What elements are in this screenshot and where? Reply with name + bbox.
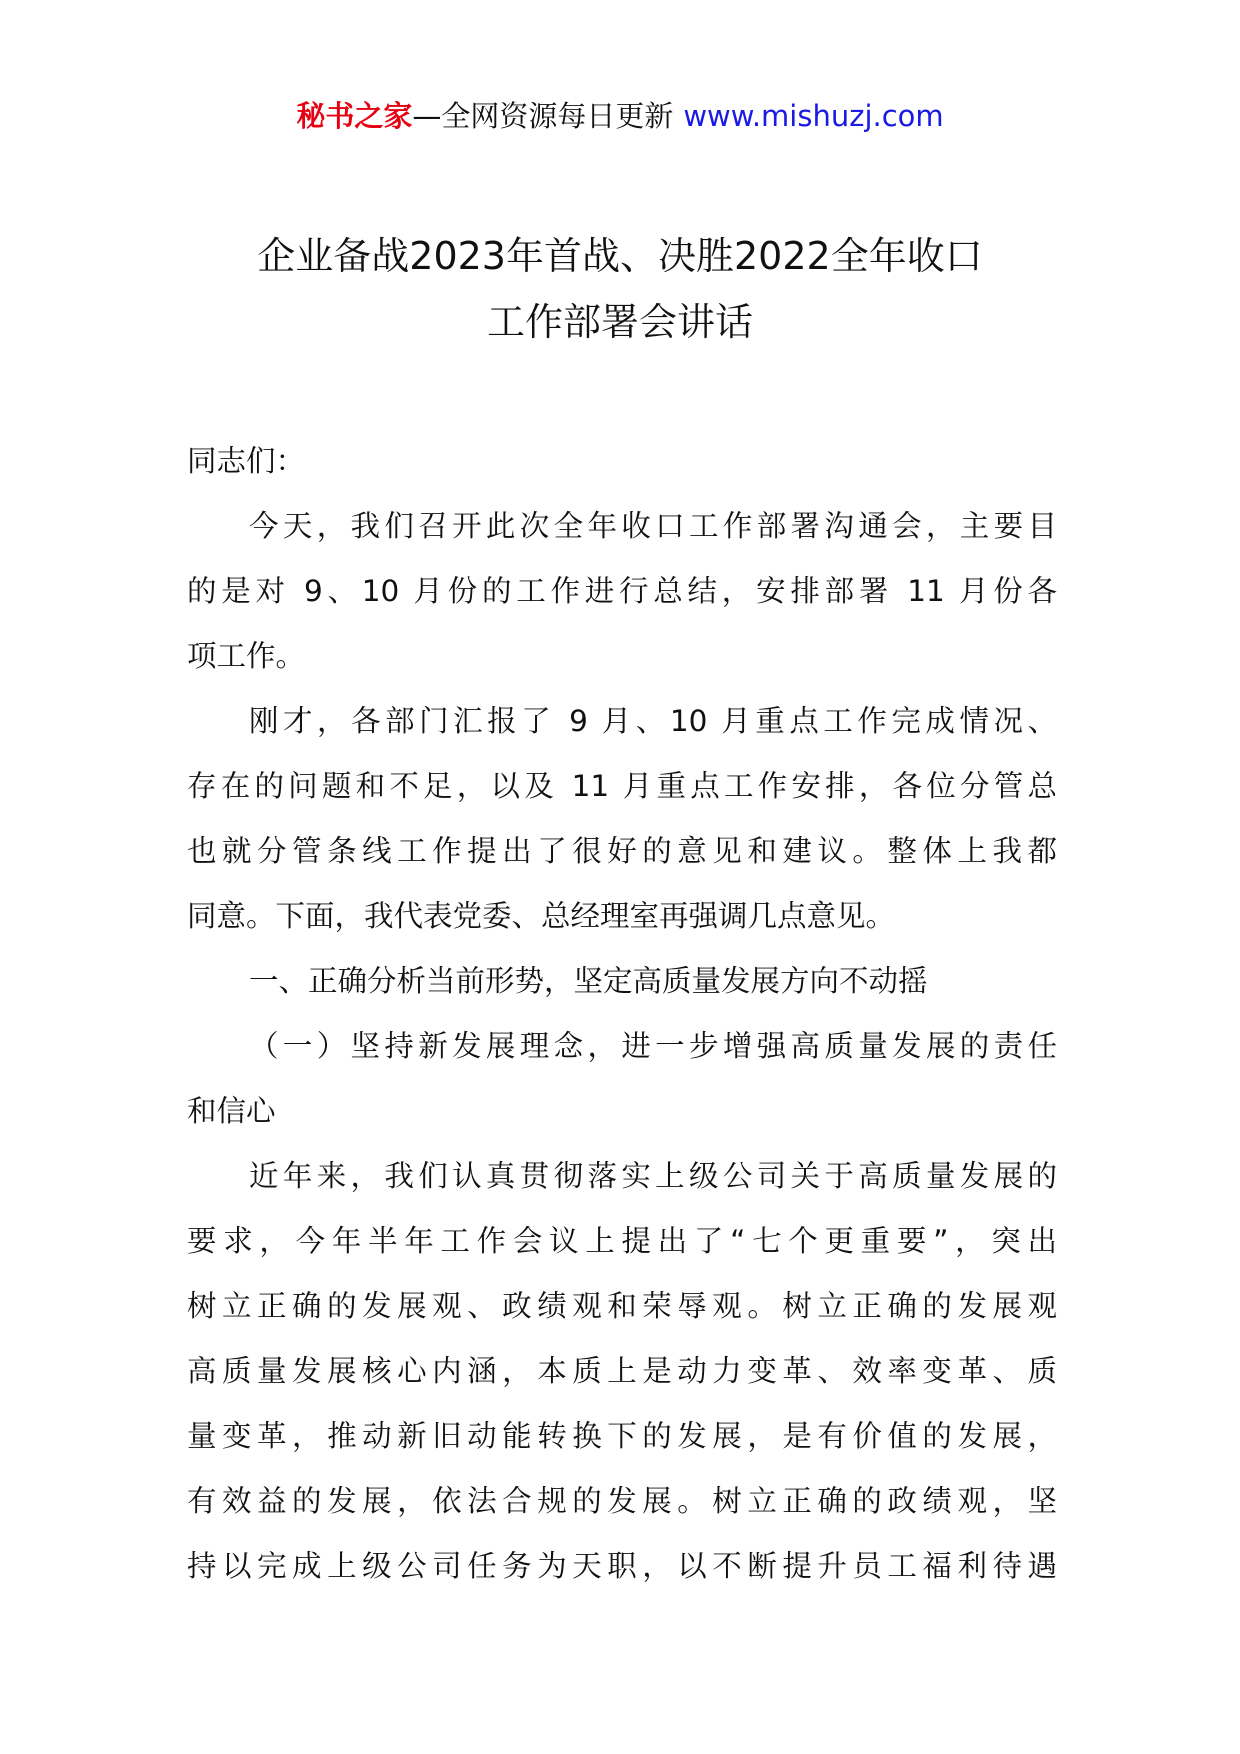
subsection-heading: （一）坚持新发展理念，进一步增强高质量发展的责任 <box>249 1029 1057 1063</box>
paragraph-line: 项工作。 <box>187 639 306 673</box>
paragraph-line: 刚才，各部门汇报了 9 月、10 月重点工作完成情况、 <box>249 704 1057 738</box>
paragraph-line: 存在的问题和不足，以及 11 月重点工作安排，各位分管总 <box>187 769 1057 803</box>
document-body <box>187 429 1057 1599</box>
document-title-line-1: 企业备战2023年首战、决胜2022全年收口 <box>257 234 983 278</box>
paragraph-line: 近年来，我们认真贯彻落实上级公司关于高质量发展的 <box>249 1159 1057 1193</box>
paragraph-line: 的是对 9、10 月份的工作进行总结，安排部署 11 月份各 <box>187 574 1057 608</box>
site-brand: 秘书之家 <box>296 99 413 133</box>
subsection-heading-continued: 和信心 <box>187 1094 276 1128</box>
paragraph-line: 今天，我们召开此次全年收口工作部署沟通会，主要目 <box>249 509 1057 543</box>
document-title-line-2: 工作部署会讲话 <box>486 300 753 344</box>
site-header <box>0 96 1240 136</box>
site-tagline: —全网资源每日更新 <box>412 99 674 133</box>
section-heading: 一、正确分析当前形势，坚定高质量发展方向不动摇 <box>249 964 928 998</box>
paragraph-line: 同意。下面，我代表党委、总经理室再强调几点意见。 <box>187 899 896 933</box>
site-url-link[interactable]: www.mishuzj.com <box>683 99 944 133</box>
paragraph-line: 树立正确的发展观、政绩观和荣辱观。树立正确的发展观 <box>187 1289 1057 1323</box>
paragraph-line: 持以完成上级公司任务为天职，以不断提升员工福利待遇 <box>187 1549 1057 1583</box>
paragraph-line: 要求，今年半年工作会议上提出了“七个更重要”，突出 <box>187 1224 1057 1258</box>
paragraph-line: 量变革，推动新旧动能转换下的发展，是有价值的发展， <box>187 1419 1057 1453</box>
paragraph-line: 有效益的发展，依法合规的发展。树立正确的政绩观，坚 <box>187 1484 1057 1518</box>
paragraph-line: 也就分管条线工作提出了很好的意见和建议。整体上我都 <box>187 834 1057 868</box>
paragraph-line: 高质量发展核心内涵，本质上是动力变革、效率变革、质 <box>187 1354 1057 1388</box>
salutation: 同志们： <box>187 444 306 478</box>
